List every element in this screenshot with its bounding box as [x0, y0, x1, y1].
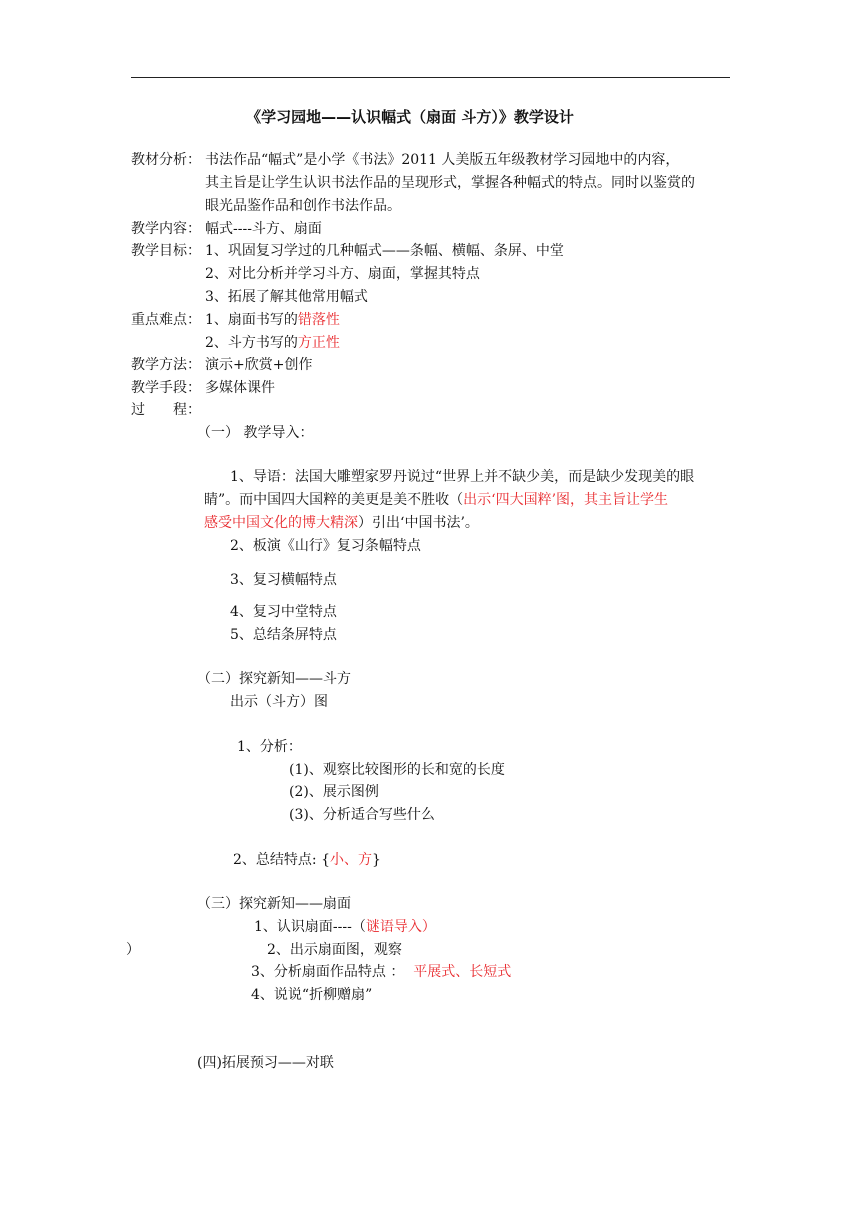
part1-intro-line-2: [204, 490, 668, 510]
part2-sub-2: (2)、展示图例: [289, 784, 379, 800]
part3-heading: （三）探究新知——扇面: [197, 896, 351, 912]
summary-highlight: 小、方: [329, 852, 372, 868]
means-label: 教学手段：: [131, 380, 201, 396]
part2-heading: （二）探究新知——斗方: [197, 671, 351, 687]
part2-analysis-label: 1、分析：: [237, 739, 302, 755]
analysis-line-2: 其主旨是让学生认识书法作品的呈现形式，掌握各种幅式的特点。同时以鉴赏的: [205, 175, 695, 191]
part4-heading: (四)拓展预习——对联: [197, 1055, 334, 1071]
summary-text-a: 2、总结特点: {: [233, 852, 330, 868]
part1-item-2: 2、板演《山行》复习条幅特点: [230, 538, 421, 554]
process-label: 过 程：: [131, 402, 201, 418]
keypoint-1-highlight: 错落性: [297, 312, 340, 328]
part1-intro-line-1: 1、导语：法国大雕塑家罗丹说过“世界上并不缺少美，而是缺少发现美的眼: [230, 469, 695, 485]
stray-paren: ）: [126, 942, 140, 958]
part3-item-3-highlight: 平展式、长短式: [413, 964, 512, 980]
goal-item-2: 2、对比分析并学习斗方、扇面，掌握其特点: [205, 266, 480, 282]
part3-item-3-text: 3、分析扇面作品特点 ：: [251, 964, 414, 980]
intro-line-2-highlight: 出示‘四大国粹’图，其主旨让学生: [463, 492, 669, 508]
summary-text-b: }: [371, 852, 381, 868]
intro-line-2-text: 睛”。而中国四大国粹的美更是美不胜收（: [204, 492, 464, 508]
keypoint-2-text: 2、斗方书写的: [205, 335, 298, 351]
part1-intro-line-3: [204, 513, 479, 533]
part3-item-1-highlight: 谜语导入: [365, 919, 422, 935]
part3-item-1-text-a: 1、认识扇面----（: [254, 919, 366, 935]
keypoint-item-2: [205, 333, 340, 353]
part3-item-4: 4、说说“折柳赠扇”: [251, 987, 373, 1003]
intro-line-3-highlight: 感受中国文化的博大精深: [204, 515, 358, 531]
method-text: 演示+欣赏+创作: [205, 357, 313, 373]
goals-label: 教学目标：: [131, 243, 201, 259]
intro-line-3-text: ）引出‘中国书法’。: [358, 515, 479, 531]
keypoint-1-text: 1、扇面书写的: [205, 312, 298, 328]
keypoint-item-1: [205, 310, 340, 330]
part1-heading: （一） 教学导入：: [197, 425, 314, 441]
part1-item-5: 5、总结条屏特点: [230, 627, 337, 643]
part3-item-2: 2、出示扇面图，观察: [267, 942, 402, 958]
keypoints-label: 重点难点：: [131, 312, 201, 328]
part2-sub-3: (3)、分析适合写些什么: [289, 807, 435, 823]
part3-item-3: [251, 962, 511, 982]
method-label: 教学方法：: [131, 357, 201, 373]
content-label: 教学内容：: [131, 221, 201, 237]
part2-sub-1: (1)、观察比较图形的长和宽的长度: [289, 762, 505, 778]
part3-item-1-text-b: ）: [421, 919, 436, 935]
goal-item-1: 1、巩固复习学过的几种幅式——条幅、横幅、条屏、中堂: [205, 243, 564, 259]
analysis-label: 教材分析：: [131, 152, 201, 168]
goal-item-3: 3、拓展了解其他常用幅式: [205, 289, 368, 305]
analysis-line-3: 眼光品鉴作品和创作书法作品。: [205, 198, 401, 214]
analysis-line-1: 书法作品“幅式”是小学《书法》2011 人美版五年级教材学习园地中的内容，: [205, 152, 680, 168]
part1-item-4: 4、复习中堂特点: [230, 604, 337, 620]
content-text: 幅式----斗方、扇面: [205, 221, 322, 237]
part1-item-3: 3、复习横幅特点: [230, 572, 337, 588]
document-title: 《学习园地——认识幅式（扇面 斗方）》教学设计: [246, 108, 574, 126]
part2-show: 出示（斗方）图: [230, 694, 328, 710]
part3-item-1: [254, 917, 436, 937]
keypoint-2-highlight: 方正性: [297, 335, 340, 351]
part2-summary: [233, 850, 381, 870]
header-rule: [131, 77, 730, 78]
means-text: 多媒体课件: [205, 380, 275, 396]
